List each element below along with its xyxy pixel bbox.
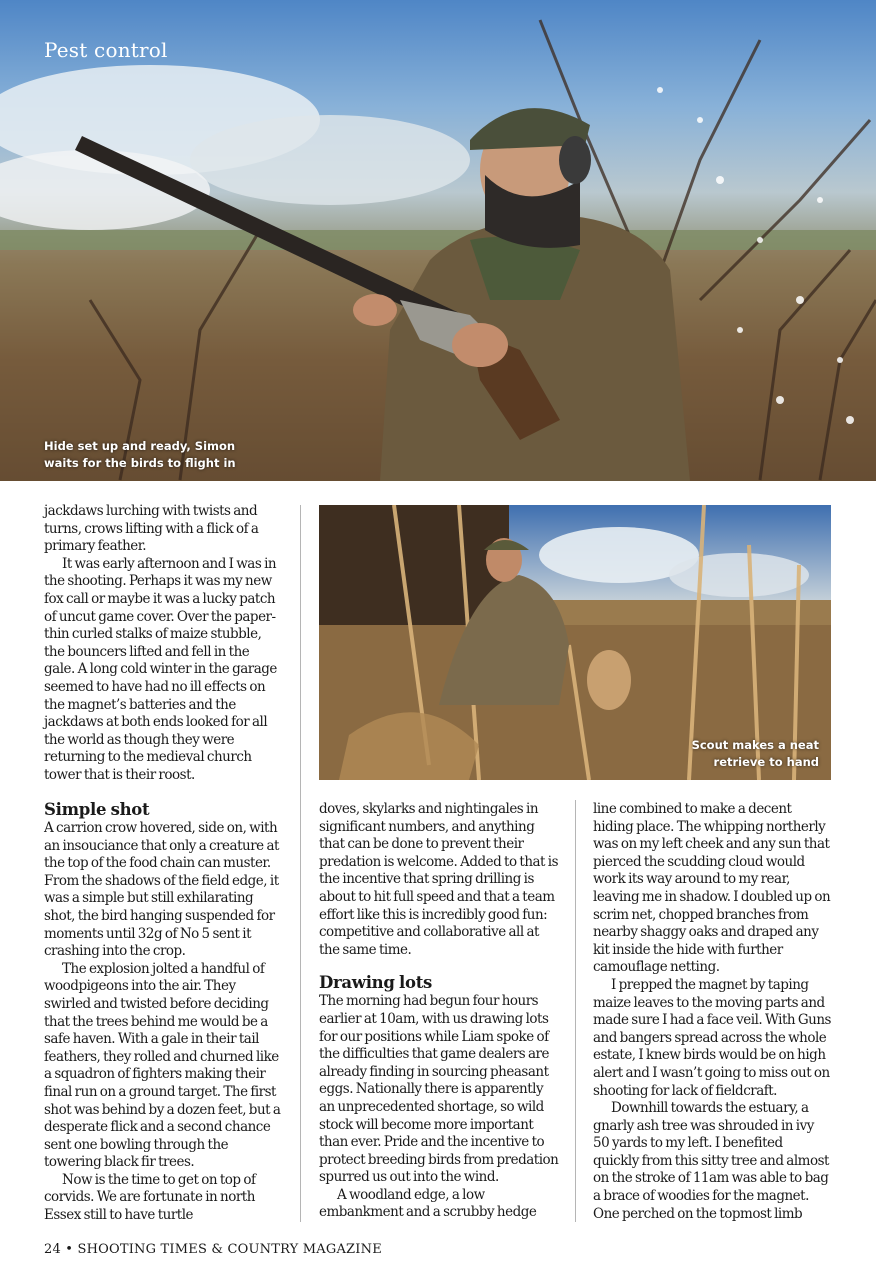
column-2 [319,801,559,1222]
hero-illustration [0,0,876,481]
paragraph: Now is the time to get on top of corvids. We are fortunate in north Essex still to have turtle [44,1171,256,1224]
paragraph: A woodland edge, a low embankment and a scrubby hedge [319,1186,537,1221]
section-tag: Pest control [44,38,168,62]
column-divider [575,800,576,1222]
retrieve-photo [319,505,831,780]
paragraph: The explosion jolted a handful of woodpigeons into the air. They swirled and twisted before deciding that the trees behind me would be a safe haven. With a gale in their tail feathers, they rolled and churned like a squadron of fighters making their final run on a ground target. The first shot was behind by a dozen feet, but a desperate flick and a second chance sent one bowling through the towering black fir trees. [44,960,281,1171]
paragraph: doves, skylarks and nightingales in significant numbers, and anything that can be done to prevent their predation is welcome. Added to that is the incentive that spring drilling is about to hit full speed and that a team effort like this is incredibly good fun: competitive and collaborative all at the same time. [319,801,559,958]
paragraph: The morning had begun four hours earlier at 10am, with us drawing lots for our positions while Liam spoke of the difficulties that game dealers are already finding in sourcing pheasant eggs. Nationally there is apparently an unprecedented shortage, so wild stock will become more important than ever. Pride and the incentive to protect breeding birds from predation spurred us out into the wind. [319,993,559,1186]
column-divider [300,505,301,1222]
paragraph: A carrion crow hovered, side on, with an insouciance that only a creature at the top of the food chain can muster. From the shadows of the field edge, it was a simple but still exhilarating shot, the bird hanging suspended for moments until 32g of No 5 sent it crashing into the crop. [44,820,279,960]
retrieve-caption [619,737,819,771]
hero-caption [44,438,244,472]
column-1-top [44,503,281,785]
retrieve-caption-line: Scout makes a neat [691,738,819,752]
hero-photo [0,0,876,481]
column-3 [593,801,831,1223]
paragraph: jackdaws lurching with twists and turns, crows lifting with a flick of a primary feather. [44,503,259,555]
paragraph: Downhill towards the estuary, a gnarly ash tree was shrouded in ivy 50 yards to my left. I benefited quickly from this sitty tree and almost on the stroke of 11am was able to bag a brace of woodies for the magnet. One perched on the topmost limb [593,1100,829,1222]
hero-caption-line: waits for the birds to flight in [44,456,236,470]
paragraph: I prepped the magnet by taping maize leaves to the moving parts and made sure I had a face veil. With Guns and bangers spread across the whole estate, I knew birds would be on high alert and I wasn’t going to miss out on shooting for lack of fieldcraft. [593,976,831,1099]
page-footer: 24 • SHOOTING TIMES & COUNTRY MAGAZINE [44,1242,382,1257]
hero-caption-line: Hide set up and ready, Simon [44,439,236,453]
section-heading: Simple shot [44,800,150,819]
retrieve-caption-line: retrieve to hand [713,755,819,769]
paragraph: line combined to make a decent hiding place. The whipping northerly was on my left cheek and any sun that pierced the scudding cloud would work its way around to my rear, leaving me in shadow. I doubled up on scrim net, chopped branches from nearby shaggy oaks and draped any kit inside the hide with further camouflage netting. [593,801,831,976]
column-1 [44,800,281,1225]
paragraph: It was early afternoon and I was in the shooting. Perhaps it was my new fox call or maybe it was a lucky patch of uncut game cover. Over the paper-thin curled stalks of maize stubble, the bouncers lifted and fell in the gale. A long cold winter in the garage seemed to have had no ill effects on the magnet’s batteries and the jackdaws at both ends looked for all the world as though they were returning to the medieval church tower that is their roost. [44,555,277,783]
section-heading: Drawing lots [319,973,433,993]
